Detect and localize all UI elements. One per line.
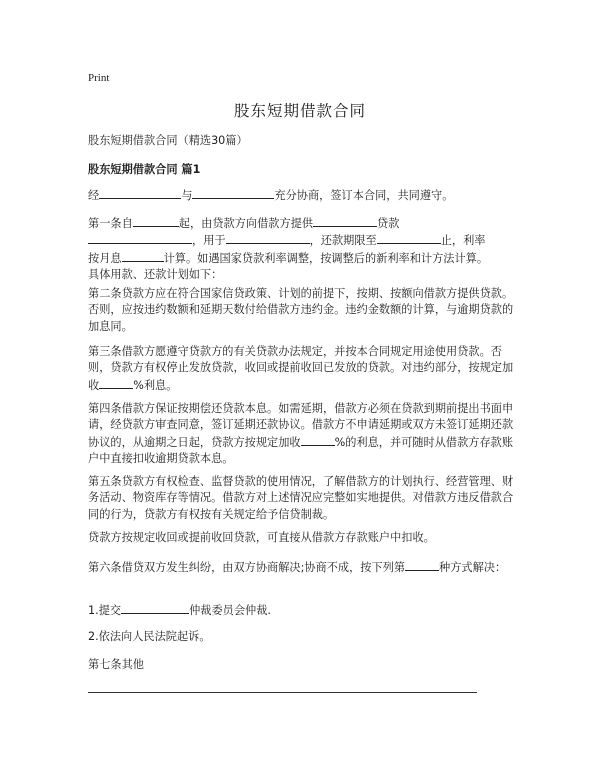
article-1-text-d: ，用于 xyxy=(192,234,226,248)
article-4 xyxy=(88,401,516,468)
intro-text-1: 经 xyxy=(88,189,100,202)
article-5: 第五条贷款方有权检查、监督贷款的使用情况，了解借款方的计划执行、经营管理、财务活动、物资库存等情况。借款方对上述情况应完整如实地提供。对借款方违反借款合同的行为，贷款方有权按有关规定给予信贷制裁。 xyxy=(88,475,514,521)
article-6-text-b: 种方式解决： xyxy=(439,561,507,574)
article-3-text-b: %利息。 xyxy=(133,378,178,392)
blank-line xyxy=(121,602,189,614)
article-6 xyxy=(88,559,516,576)
article-1-text-e: ，还款期限至 xyxy=(309,234,377,248)
blank-line xyxy=(301,434,335,446)
blank-line xyxy=(313,215,377,227)
print-link[interactable]: Print xyxy=(88,72,110,84)
article-1-text-a: 第一条自 xyxy=(88,217,133,230)
intro-text-2: 与 xyxy=(181,189,193,202)
article-3-text-a: 第三条借款方愿遵守贷款方的有关贷款办法规定，并按本合同规定用途使用贷款。否则，贷款方有权停止发放贷款，收回或提前收回已发放的贷款。对违约部分，按规定加收 xyxy=(88,345,514,392)
blank-line xyxy=(88,232,192,244)
article-3 xyxy=(88,344,516,394)
signature-line xyxy=(88,692,477,693)
intro-paragraph xyxy=(88,187,516,204)
option-2: 2.依法向人民法院起诉。 xyxy=(88,630,211,643)
article-5-addendum: 贷款方按规定收回或提前收回贷款，可直接从借款方存款账户中扣收。 xyxy=(88,531,435,544)
article-2: 第二条贷款方应在符合国家信贷政策、计划的前提下，按期、按额向借款方提供贷款。否则，应按违约数额和延期天数付给借款方违约金。违约金数额的计算，与逾期贷款的加息同。 xyxy=(88,287,514,333)
option-1-text-a: 1.提交 xyxy=(88,604,122,617)
article-1-text-g: 按月息 xyxy=(88,251,122,265)
article-7: 第七条其他 xyxy=(88,658,144,671)
blank-line xyxy=(405,559,439,571)
blank-line xyxy=(99,187,181,199)
document-subtitle: 股东短期借款合同（精选30篇） xyxy=(88,134,248,147)
article-1-text-f: 止，利率 xyxy=(440,234,486,248)
option-1-text-b: 仲裁委员会仲裁. xyxy=(189,604,271,617)
blank-line xyxy=(377,232,441,244)
article-1 xyxy=(88,215,516,284)
blank-line xyxy=(122,250,164,262)
section-heading: 股东短期借款合同 篇1 xyxy=(88,163,201,176)
intro-text-3: 充分协商，签订本合同，共同遵守。 xyxy=(274,189,454,202)
article-1-text-c: 贷款 xyxy=(377,217,400,230)
article-4-text-a: 第四条借款方保证按期偿还贷款本息。如需延期，借款方必须在贷款到期前提出书面申请，经贷款方审查同意，签订延期还款协议。借款方不申请延期或双方未签订延期还款协议的，从逾期之日起，贷款方按规定加收 xyxy=(88,402,514,449)
blank-line xyxy=(192,187,274,199)
article-1-text-h: 计算。如遇国家贷款利率调整，按调整后的新利率和计方法计算。 xyxy=(163,251,489,265)
option-1 xyxy=(88,602,516,619)
blank-line xyxy=(99,377,133,389)
article-1-text-b: 起，由贷款方向借款方提供 xyxy=(178,217,314,230)
blank-line xyxy=(226,232,310,244)
article-1-text-i: 具体用款、还款计划如下： xyxy=(88,268,223,282)
blank-line xyxy=(133,215,179,227)
article-4-text-b: %的利息，并可随时从借款方存款账户中直接扣收逾期贷款本息。 xyxy=(88,435,514,466)
document-title: 股东短期借款合同 xyxy=(233,102,366,120)
article-6-text-a: 第六条借贷双方发生纠纷，由双方协商解决;协商不成，按下列第 xyxy=(88,561,406,574)
